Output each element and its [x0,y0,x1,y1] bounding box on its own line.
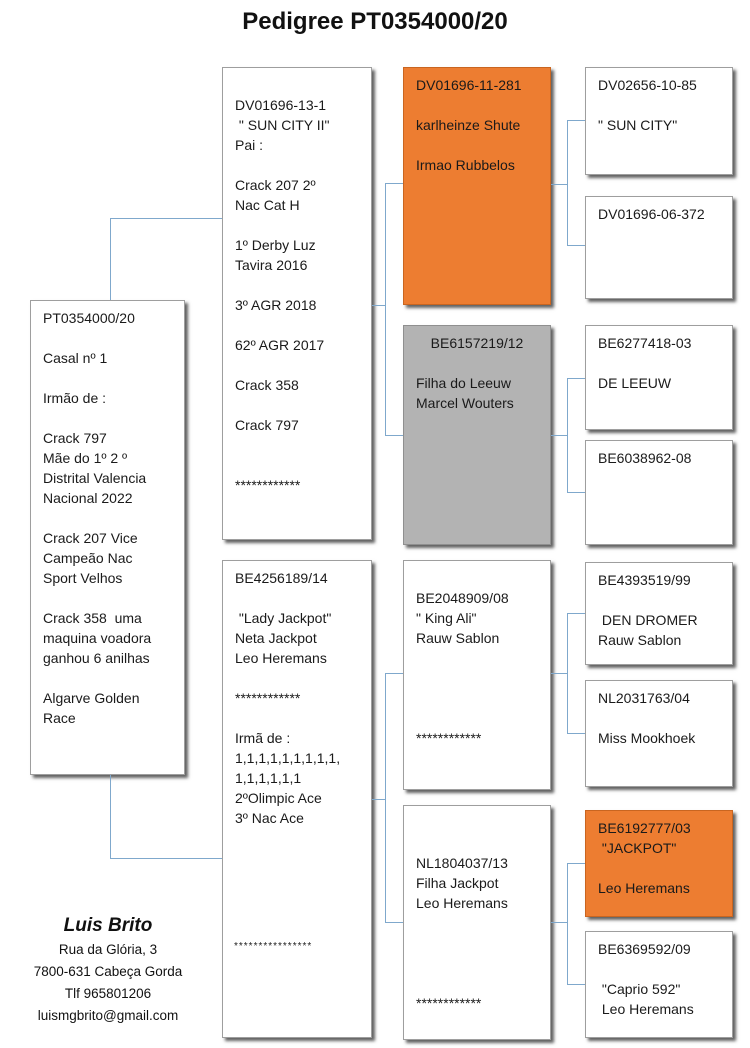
text-line [598,590,728,610]
text-line: NL2031763/04 [598,690,690,706]
text-line [235,75,367,95]
text-line: Crack 797 [43,430,107,446]
connector-line [551,922,567,923]
text-line: Crack 358 uma [43,610,142,626]
text-line [598,959,728,979]
connector-line [385,673,386,922]
connector-line [567,120,568,245]
text-line: Sport Velhos [43,570,123,586]
text-line [416,708,546,728]
connector-line [110,218,222,219]
text-line: ************ [235,690,301,706]
text-line [43,328,180,348]
text-line: "JACKPOT" [598,840,677,856]
text-line: maquina voadora [43,630,152,646]
text-line [235,355,367,375]
text-line: " King Ali" [416,610,477,626]
text-line [43,408,180,428]
breeder-name: Luis Brito [63,915,153,936]
text-line: DE LEEUW [598,375,672,391]
text-line: Marcel Wouters [416,395,514,411]
box-grandfather-paternal [403,67,551,305]
box-grandmother-paternal [403,325,551,545]
breeder-address-2: 7800-631 Cabeça Gorda [33,964,183,979]
text-line: Tavira 2016 [235,257,308,273]
text-line: Miss Mookhoek [598,730,696,746]
text-line: Pai : [235,137,264,153]
text-line: Rauw Sablon [416,630,500,646]
breeder-info [12,913,204,1027]
text-line [235,315,367,335]
text-line: BE6369592/09 [598,941,691,957]
box-ggp-3 [585,325,733,430]
text-line: Leo Heremans [598,880,690,896]
connector-line [567,378,568,492]
connector-line [385,922,403,923]
text-line: Leo Heremans [235,650,327,666]
text-line: BE6157219/12 [430,335,524,351]
connector-line [551,435,567,436]
text-line [416,568,546,588]
text-line: DEN DROMER [598,612,698,628]
text-line [416,833,546,853]
box-ggp-7 [585,810,733,917]
box-ggp-8 [585,931,733,1038]
text-line: "Caprio 592" [598,981,681,997]
text-line [235,435,367,455]
connector-line [110,218,111,300]
text-line: BE6038962-08 [598,450,692,466]
connector-line [372,799,385,800]
text-line [43,668,180,688]
text-line: Mãe do 1º 2 º [43,450,128,466]
connector-line [567,863,585,864]
text-line: Crack 207 Vice [43,530,138,546]
text-line [598,708,728,728]
connector-line [567,863,568,984]
text-line [416,95,546,115]
text-line [416,913,546,933]
text-line [416,135,546,155]
breeder-address-1: Rua da Glória, 3 [58,942,158,957]
text-line: NL1804037/13 [416,855,508,871]
text-line: ************ [416,995,482,1011]
connector-line [567,613,568,733]
box-ggp-6 [585,680,733,787]
connector-line [372,305,385,306]
connector-line [385,673,403,674]
mother-footnote: **************** [234,941,313,952]
text-line: ganhou 6 anilhas [43,650,150,666]
breeder-email: luismgbrito@gmail.com [37,1008,179,1023]
text-line: 1,1,1,1,1,1 [235,770,302,786]
text-line: Rauw Sablon [598,632,682,648]
text-line [416,668,546,688]
text-line [598,95,728,115]
text-line: BE4256189/14 [235,570,328,586]
connector-line [567,613,585,614]
text-line: BE6277418-03 [598,335,692,351]
text-line [235,588,367,608]
text-line [416,813,546,833]
connector-line [385,183,386,435]
text-line: DV01696-13-1 [235,97,327,113]
text-line [235,708,367,728]
box-ggp-4 [585,440,733,545]
text-line [416,973,546,993]
text-line: Irmão de : [43,390,107,406]
text-line [416,953,546,973]
box-subject [30,300,185,775]
text-line [43,508,180,528]
text-line [235,395,367,415]
text-line: Crack 207 2º [235,177,316,193]
text-line: 3º Nac Ace [235,810,304,826]
text-line [235,215,367,235]
breeder-phone: Tlf 965801206 [64,986,152,1001]
text-line [235,155,367,175]
text-line: Crack 797 [235,417,299,433]
text-line [416,648,546,668]
text-line: 62º AGR 2017 [235,337,325,353]
box-father [222,67,372,540]
text-line [416,688,546,708]
text-line: Filha Jackpot [416,875,499,891]
box-grandfather-maternal [403,560,551,790]
text-line: Race [43,710,76,726]
text-line: DV02656-10-85 [598,77,697,93]
box-ggp-2 [585,196,733,299]
text-line: 1,1,1,1,1,1,1,1,1, [235,750,341,766]
text-line [235,455,367,475]
connector-line [385,183,403,184]
text-line: 3º AGR 2018 [235,297,317,313]
text-line: "Lady Jackpot" [235,610,332,626]
box-ggp-1 [585,67,733,175]
text-line [43,588,180,608]
text-line: Leo Heremans [598,1001,694,1017]
text-line: Campeão Nac [43,550,133,566]
text-line: DV01696-11-281 [416,77,522,93]
text-line: Leo Heremans [416,895,508,911]
text-line: ************ [235,477,301,493]
text-line: Nac Cat H [235,197,300,213]
text-line: Neta Jackpot [235,630,317,646]
text-line [416,353,546,373]
text-line: DV01696-06-372 [598,206,705,222]
box-mother [222,560,372,1038]
text-line [598,353,728,373]
connector-line [110,858,222,859]
text-line: Algarve Golden [43,690,140,706]
text-line: BE4393519/99 [598,572,691,588]
connector-line [567,984,585,985]
text-line: " SUN CITY" [598,117,678,133]
connector-line [110,775,111,858]
text-line [235,668,367,688]
connector-line [385,435,403,436]
connector-line [551,184,567,185]
connector-line [567,733,585,734]
text-line [235,275,367,295]
text-line [416,933,546,953]
text-line: Irmao Rubbelos [416,157,515,173]
text-line: ************ [416,730,482,746]
text-line: Crack 358 [235,377,299,393]
connector-line [567,378,585,379]
text-line: PT0354000/20 [43,310,135,326]
text-line: Nacional 2022 [43,490,133,506]
connector-line [567,120,585,121]
text-line: BE6192777/03 [598,820,691,836]
text-line: Filha do Leeuw [416,375,511,391]
text-line [598,858,728,878]
connector-line [551,673,567,674]
text-line [43,368,180,388]
connector-line [567,245,585,246]
text-line: Irmã de : [235,730,291,746]
text-line: 2ºOlimpic Ace [235,790,322,806]
box-grandmother-maternal [403,805,551,1040]
box-ggp-5 [585,562,733,665]
text-line: Distrital Valencia [43,470,147,486]
text-line: Casal nº 1 [43,350,108,366]
text-line: 1º Derby Luz [235,237,316,253]
text-line: BE2048909/08 [416,590,509,606]
pedigree-title: Pedigree PT0354000/20 [242,8,508,35]
text-line: " SUN CITY II" [235,117,330,133]
text-line: karlheinze Shute [416,117,521,133]
connector-line [567,492,585,493]
